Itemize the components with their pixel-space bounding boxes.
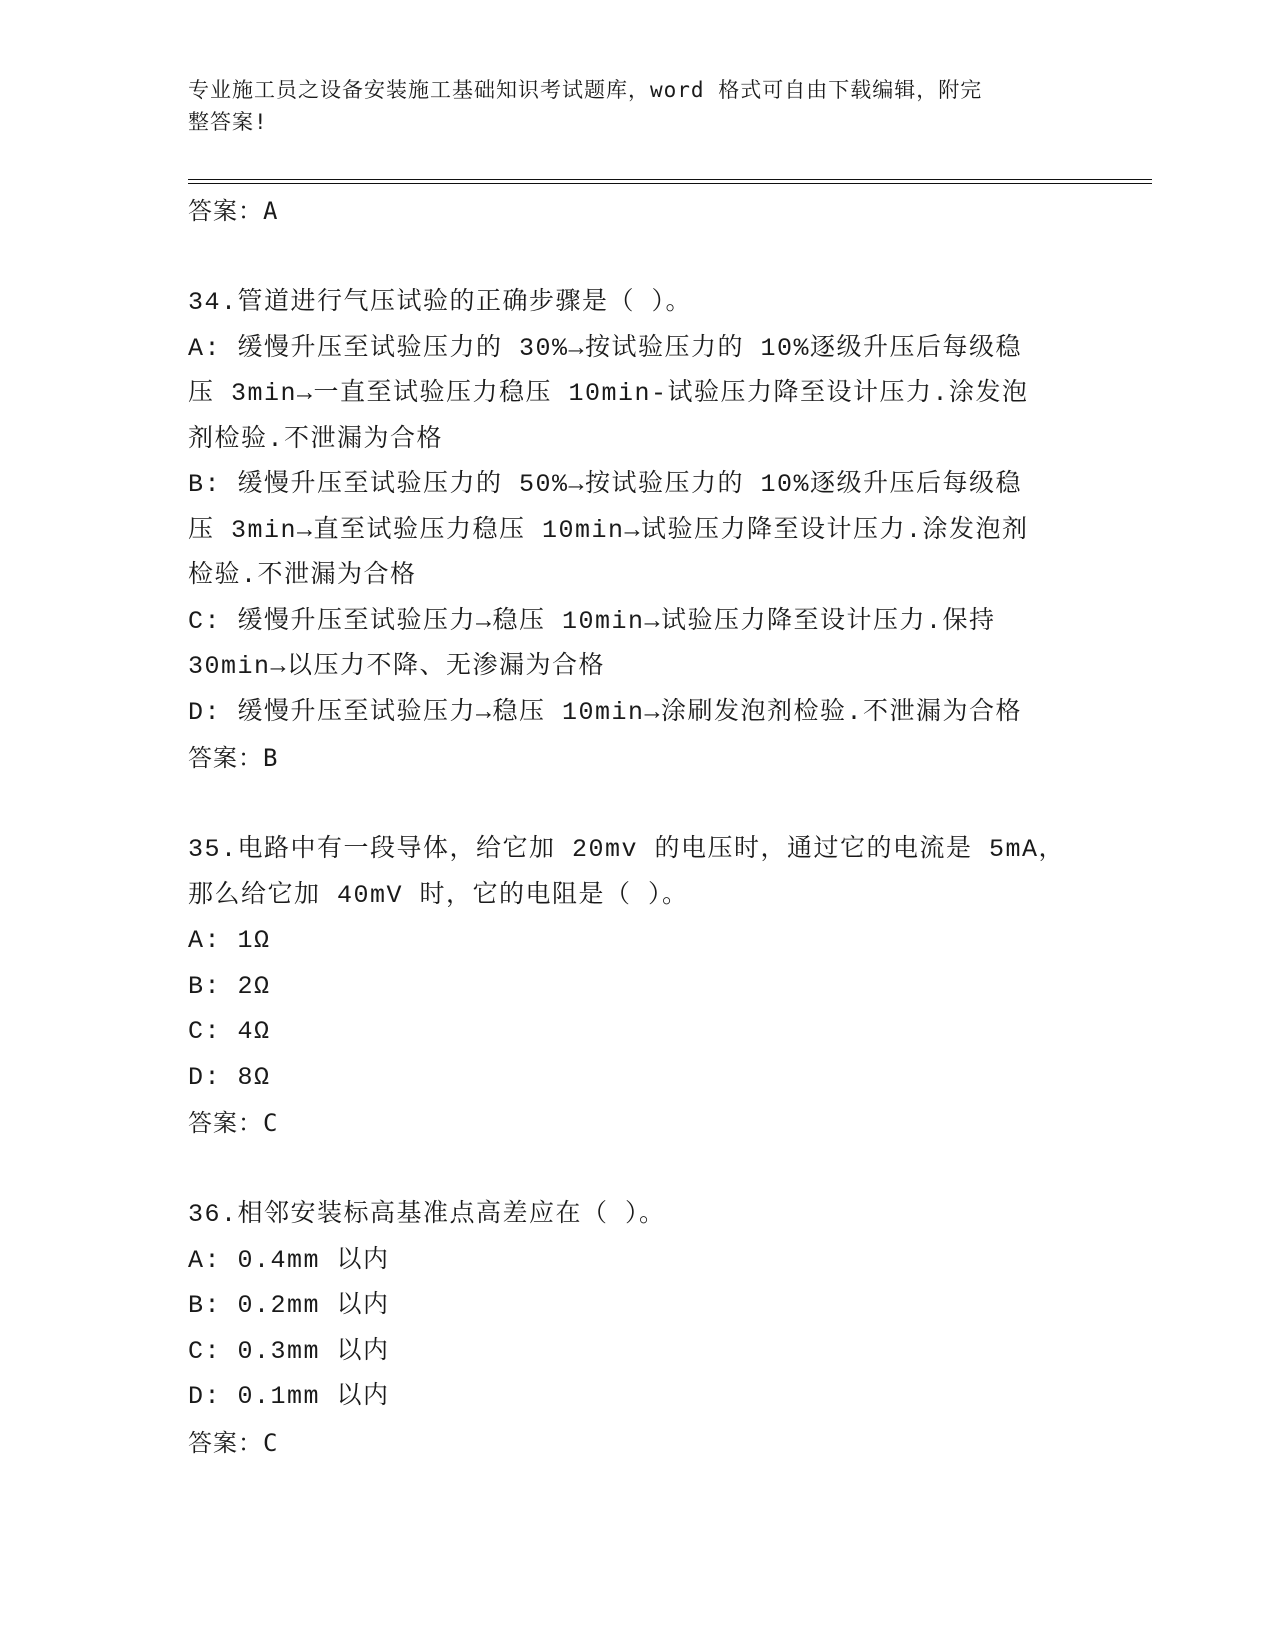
answer-q34: 答案：B	[188, 744, 279, 772]
option-b-line-3: 检验.不泄漏为合格	[188, 561, 417, 590]
spacer	[188, 1146, 1148, 1192]
spacer	[188, 234, 1148, 280]
option-a: A: 0.4mm 以内	[188, 1245, 390, 1275]
header-line-2: 整答案!	[188, 110, 268, 134]
option-c: C: 4Ω	[188, 1017, 271, 1046]
answer-q36: 答案：C	[188, 1428, 279, 1457]
question-stem: 36.相邻安装标高基准点高差应在（ ）。	[188, 1200, 666, 1229]
option-d-line-1: D: 缓慢升压至试验压力→稳压 10min→涂刷发泡剂检验.不泄漏为合格	[188, 697, 1023, 727]
question-stem-line-2: 那么给它加 40mV 时，它的电阻是（ ）。	[188, 880, 689, 910]
option-c-line-2: 30min→以压力不降、无渗漏为合格	[188, 652, 606, 681]
option-b-line-1: B: 缓慢升压至试验压力的 50%→按试验压力的 10%逐级升压后每级稳	[188, 470, 1023, 499]
option-d: D: 8Ω	[188, 1062, 271, 1092]
option-c: C: 0.3mm 以内	[188, 1336, 390, 1366]
question-content	[188, 188, 1148, 1466]
header-divider-top	[188, 179, 1152, 180]
header-divider-bottom	[188, 183, 1152, 184]
option-a-line-1: A: 缓慢升压至试验压力的 30%→按试验压力的 10%逐级升压后每级稳	[188, 333, 1023, 363]
answer-q33: 答案：A	[188, 197, 279, 225]
answer-q35: 答案：C	[188, 1109, 279, 1137]
header-line-1: 专业施工员之设备安装施工基础知识考试题库，word 格式可自由下载编辑，附完	[188, 78, 983, 102]
document-header	[188, 74, 1088, 138]
question-35	[188, 827, 1148, 1146]
option-a: A: 1Ω	[188, 926, 271, 955]
option-d: D: 0.1mm 以内	[188, 1382, 390, 1411]
spacer	[188, 781, 1148, 827]
option-c-line-1: C: 缓慢升压至试验压力→稳压 10min→试验压力降至设计压力.保持	[188, 606, 996, 636]
option-b: B: 0.2mm 以内	[188, 1291, 390, 1320]
question-stem: 34.管道进行气压试验的正确步骤是（ ）。	[188, 288, 693, 317]
option-b-line-2: 压 3min→直至试验压力稳压 10min→试验压力降至设计压力.涂发泡剂	[188, 515, 1029, 545]
option-a-line-3: 剂检验.不泄漏为合格	[188, 424, 444, 454]
question-34	[188, 280, 1148, 781]
question-stem-line-1: 35.电路中有一段导体，给它加 20mv 的电压时，通过它的电流是 5mA，	[188, 835, 1066, 864]
option-b: B: 2Ω	[188, 971, 271, 1001]
question-36	[188, 1192, 1148, 1466]
option-a-line-2: 压 3min→一直至试验压力稳压 10min-试验压力降至设计压力.涂发泡	[188, 379, 1029, 408]
